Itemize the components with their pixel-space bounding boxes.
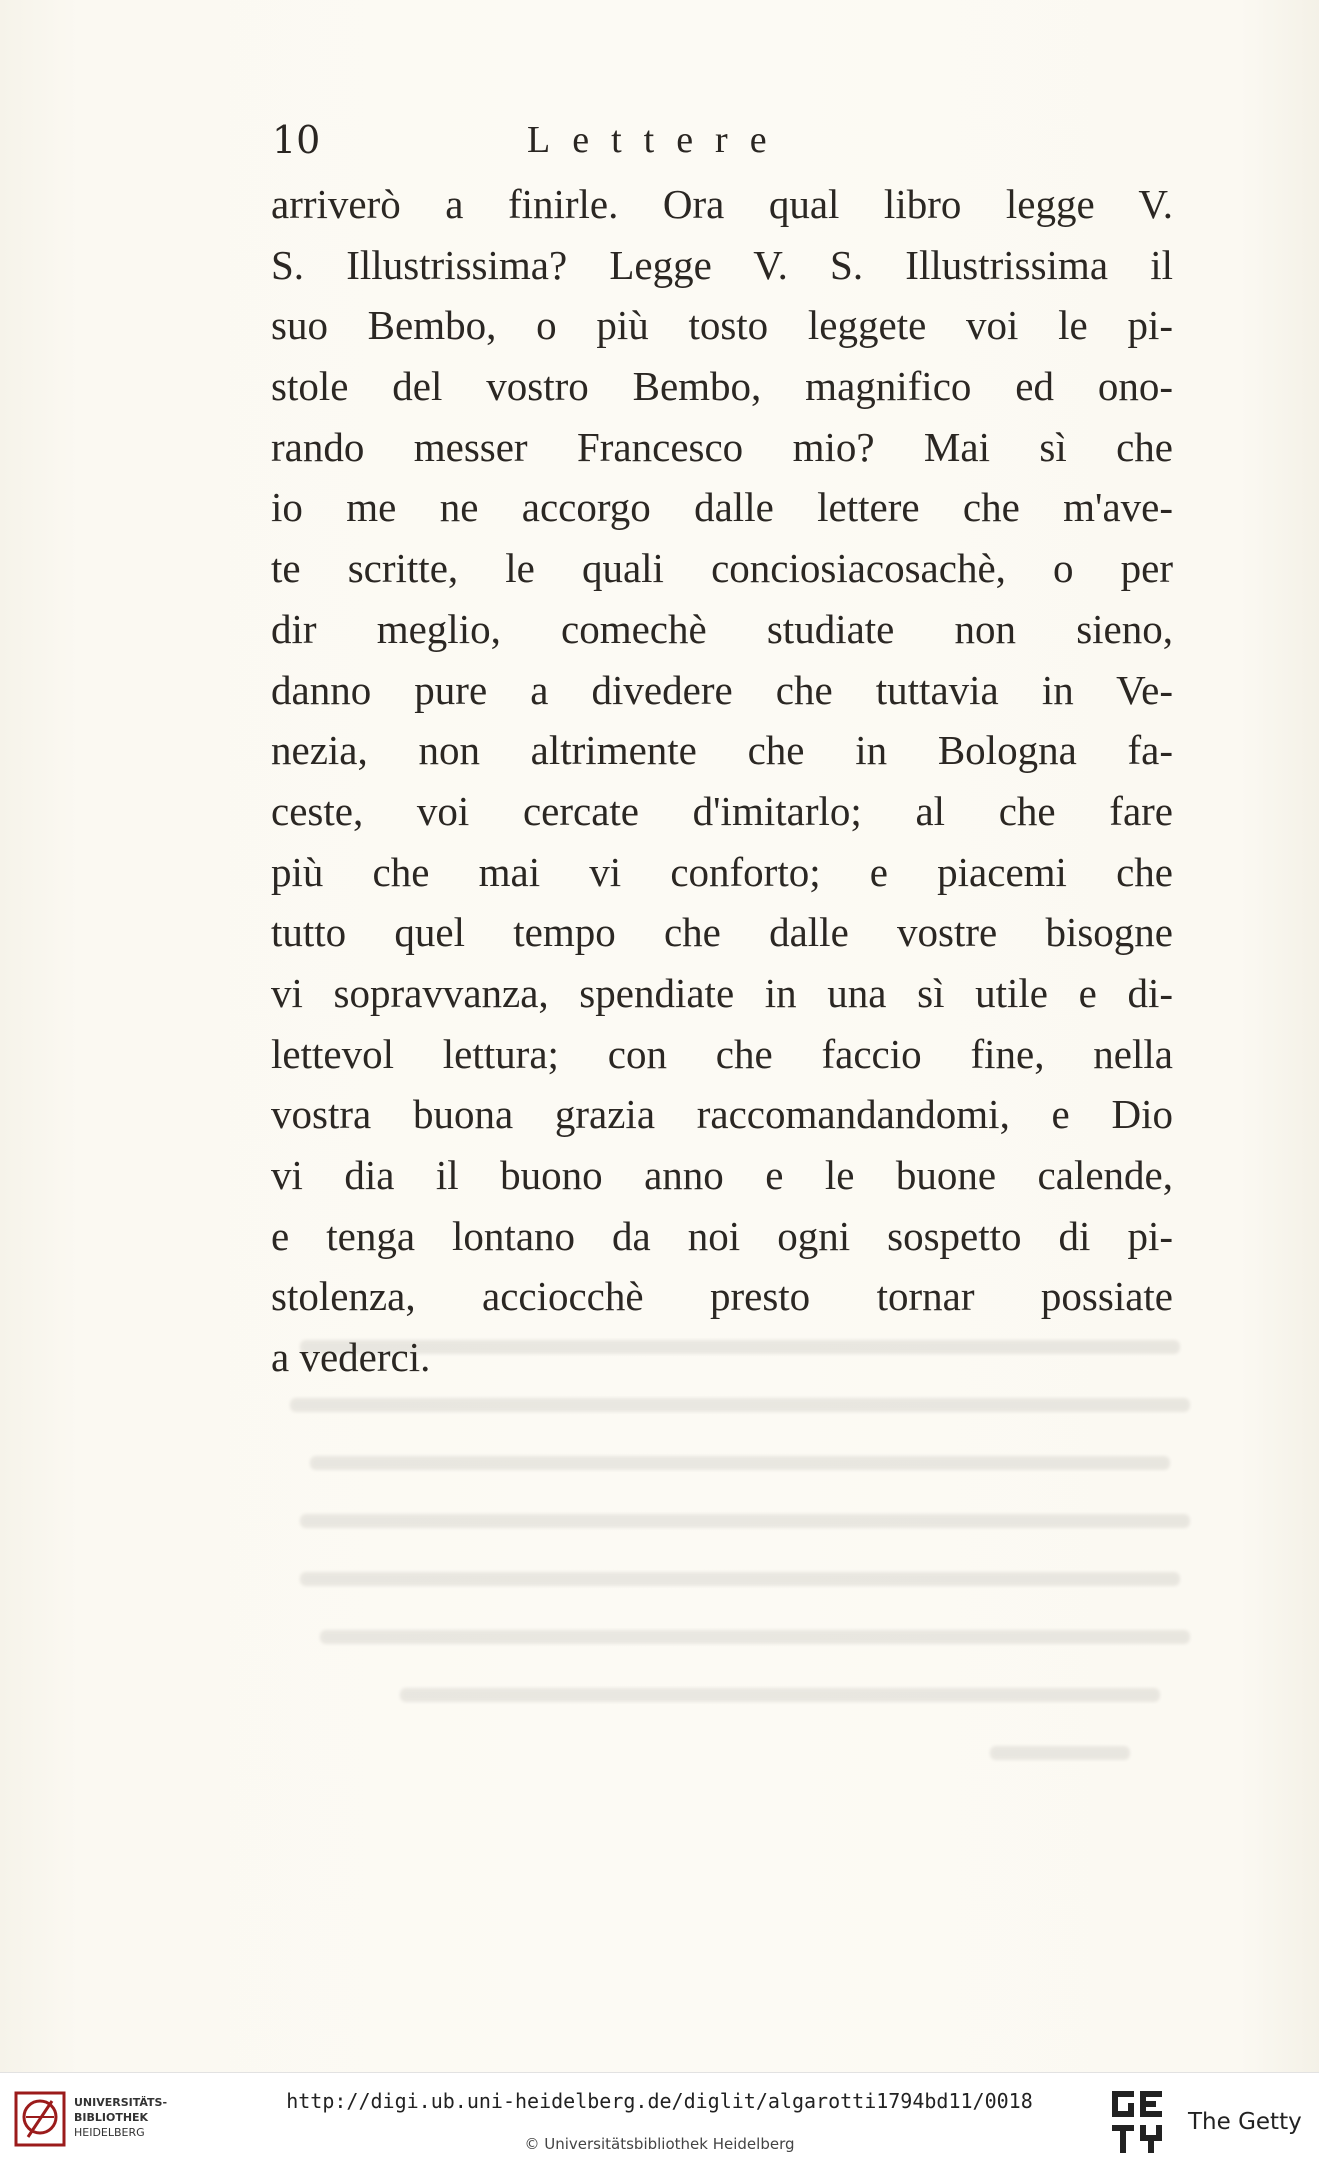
text-line: più che mai vi conforto; e piacemi che <box>271 848 1173 895</box>
text-line: ceste, voi cercate d'imitarlo; al che fare <box>271 787 1173 834</box>
copyright-notice: © Universitätsbibliothek Heidelberg <box>524 2135 795 2153</box>
text-line: a vederci. <box>271 1334 431 1381</box>
viewer-footer <box>0 2072 1319 2171</box>
text-line: vi dia il buono anno e le buone calende, <box>271 1152 1173 1198</box>
text-line: arriverò a finirle. Ora qual libro legge V. <box>271 181 1173 227</box>
show-through-texture <box>270 1320 1190 1820</box>
letter-text <box>271 174 1173 1388</box>
text-line: stolenza, acciocchè presto tornar possiate <box>271 1273 1173 1320</box>
page-number: 10 <box>272 118 321 162</box>
text-line: dir meglio, comechè studiate non sieno, <box>271 605 1173 652</box>
text-line: rando messer Francesco mio? Mai sì che <box>271 423 1173 470</box>
text-line: te scritte, le quali conciosiacosachè, o per <box>271 545 1173 592</box>
text-line: suo Bembo, o più tosto leggete voi le pi- <box>271 302 1173 349</box>
text-line: e tenga lontano da noi ogni sospetto di pi- <box>271 1212 1173 1259</box>
text-line: tutto quel tempo che dalle vostre bisogne <box>271 909 1173 956</box>
text-line: nezia, non altrimente che in Bologna fa- <box>271 727 1173 774</box>
library-name: UNIVERSITÄTS- BIBLIOTHEK HEIDELBERG <box>74 2096 168 2139</box>
text-line: stole del vostro Bembo, magnifico ed ono- <box>271 363 1173 410</box>
text-line: S. Illustrissima? Legge V. S. Illustrissima il <box>271 241 1173 288</box>
partner-name: The Getty <box>1188 2109 1302 2135</box>
text-line: vostra buona grazia raccomandandomi, e Dio <box>271 1091 1173 1138</box>
partner-logo[interactable] <box>1108 2087 1308 2157</box>
permalink-url[interactable]: http://digi.ub.uni-heidelberg.de/diglit/algarotti1794bd11/0018 <box>286 2089 1033 2113</box>
page-header <box>272 118 1172 174</box>
running-head: Lettere <box>527 119 789 161</box>
getty-mark-icon <box>1108 2087 1168 2157</box>
text-line: danno pure a divedere che tuttavia in Ve- <box>271 666 1173 713</box>
text-line: vi sopravvanza, spendiate in una sì utile e di- <box>271 969 1173 1016</box>
text-line: lettevol lettura; con che faccio fine, nella <box>271 1030 1173 1077</box>
text-line: io me ne accorgo dalle lettere che m'ave- <box>271 484 1173 531</box>
